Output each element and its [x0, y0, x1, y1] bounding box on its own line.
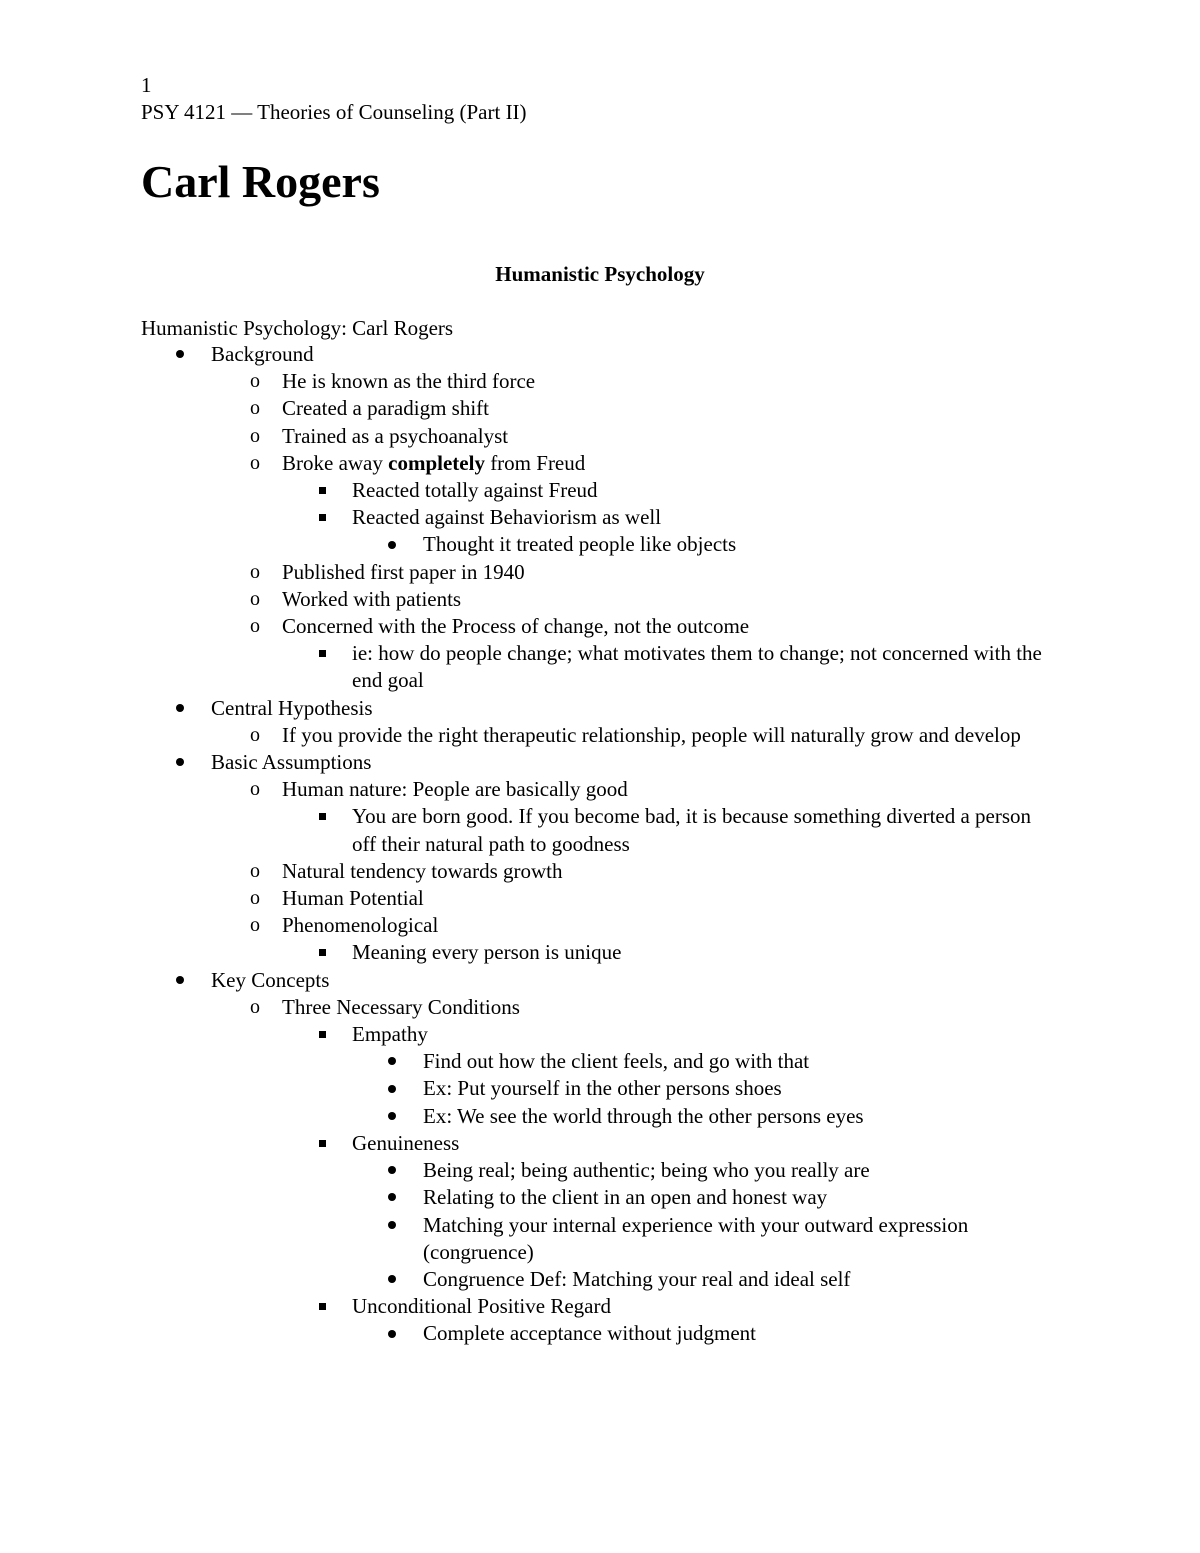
bullet-icon	[380, 1320, 404, 1347]
square-bullet-icon	[310, 803, 334, 830]
circle-bullet-icon: o	[250, 424, 260, 447]
outline-item: Being real; being authentic; being who you really are	[0, 1157, 1200, 1184]
outline-item: Background	[0, 341, 1200, 368]
outline-item: Meaning every person is unique	[0, 939, 1200, 966]
circle-bullet-icon: o	[250, 914, 260, 937]
bullet-icon	[380, 1212, 404, 1239]
outline-item: Thought it treated people like objects	[0, 531, 1200, 558]
outline-item: o Broke away completely from Freud	[0, 450, 1200, 477]
outline-item: Congruence Def: Matching your real and ideal self	[0, 1266, 1200, 1293]
page-number: 1	[141, 73, 152, 97]
bullet-icon	[380, 1184, 404, 1211]
outline-item: Find out how the client feels, and go with that	[0, 1048, 1200, 1075]
outline-item: Unconditional Positive Regard	[0, 1293, 1200, 1320]
notes-outline	[0, 341, 1200, 1348]
square-bullet-icon	[310, 477, 334, 504]
bullet-icon	[380, 1048, 404, 1075]
circle-bullet-icon: o	[250, 451, 260, 474]
outline-item: Matching your internal experience with your outward expression (congruence)	[0, 1212, 1200, 1266]
outline-item: o If you provide the right therapeutic relationship, people will naturally grow and develop	[0, 722, 1200, 749]
outline-item: Key Concepts	[0, 967, 1200, 994]
outline-item: Empathy	[0, 1021, 1200, 1048]
square-bullet-icon	[310, 1021, 334, 1048]
section-heading: Humanistic Psychology	[495, 262, 705, 286]
circle-bullet-icon: o	[250, 587, 260, 610]
circle-bullet-icon: o	[250, 397, 260, 420]
outline-item: Ex: We see the world through the other persons eyes	[0, 1103, 1200, 1130]
bullet-icon	[380, 1075, 404, 1102]
outline-item: o Trained as a psychoanalyst	[0, 423, 1200, 450]
square-bullet-icon	[310, 1130, 334, 1157]
outline-item: o He is known as the third force	[0, 368, 1200, 395]
square-bullet-icon	[310, 1293, 334, 1320]
outline-item: o Natural tendency towards growth	[0, 858, 1200, 885]
intro-line: Humanistic Psychology: Carl Rogers	[141, 316, 454, 340]
square-bullet-icon	[310, 504, 334, 531]
outline-item: o Human Potential	[0, 885, 1200, 912]
emphasis-text: completely	[388, 450, 485, 475]
outline-item: o Phenomenological	[0, 912, 1200, 939]
circle-bullet-icon: o	[250, 723, 260, 746]
document-title: Carl Rogers	[141, 156, 380, 207]
outline-item: Central Hypothesis	[0, 695, 1200, 722]
outline-item: o Created a paradigm shift	[0, 395, 1200, 422]
circle-bullet-icon: o	[250, 995, 260, 1018]
bullet-icon	[380, 1266, 404, 1293]
circle-bullet-icon: o	[250, 778, 260, 801]
bullet-icon	[168, 695, 192, 722]
outline-item: o Three Necessary Conditions	[0, 994, 1200, 1021]
outline-item: Reacted totally against Freud	[0, 477, 1200, 504]
bullet-icon	[380, 1103, 404, 1130]
bullet-icon	[380, 1157, 404, 1184]
circle-bullet-icon: o	[250, 370, 260, 393]
outline-item: Basic Assumptions	[0, 749, 1200, 776]
outline-item: Complete acceptance without judgment	[0, 1320, 1200, 1347]
bullet-icon	[380, 531, 404, 558]
square-bullet-icon	[310, 939, 334, 966]
circle-bullet-icon: o	[250, 859, 260, 882]
bullet-icon	[168, 967, 192, 994]
outline-item: o Published first paper in 1940	[0, 559, 1200, 586]
outline-item: Relating to the client in an open and honest way	[0, 1184, 1200, 1211]
outline-item: Genuineness	[0, 1130, 1200, 1157]
bullet-icon	[168, 341, 192, 368]
outline-item: o Concerned with the Process of change, not the outcome	[0, 613, 1200, 640]
outline-item: o Worked with patients	[0, 586, 1200, 613]
course-header: PSY 4121 — Theories of Counseling (Part II)	[141, 100, 527, 124]
outline-item: ie: how do people change; what motivates them to change; not concerned with the end goal	[0, 640, 1200, 694]
circle-bullet-icon: o	[250, 615, 260, 638]
square-bullet-icon	[310, 640, 334, 667]
outline-item: Reacted against Behaviorism as well	[0, 504, 1200, 531]
outline-item: You are born good. If you become bad, it is because something diverted a person off their natural path to goodness	[0, 803, 1200, 857]
circle-bullet-icon: o	[250, 887, 260, 910]
outline-item: Ex: Put yourself in the other persons shoes	[0, 1075, 1200, 1102]
circle-bullet-icon: o	[250, 560, 260, 583]
outline-item: o Human nature: People are basically good	[0, 776, 1200, 803]
bullet-icon	[168, 749, 192, 776]
